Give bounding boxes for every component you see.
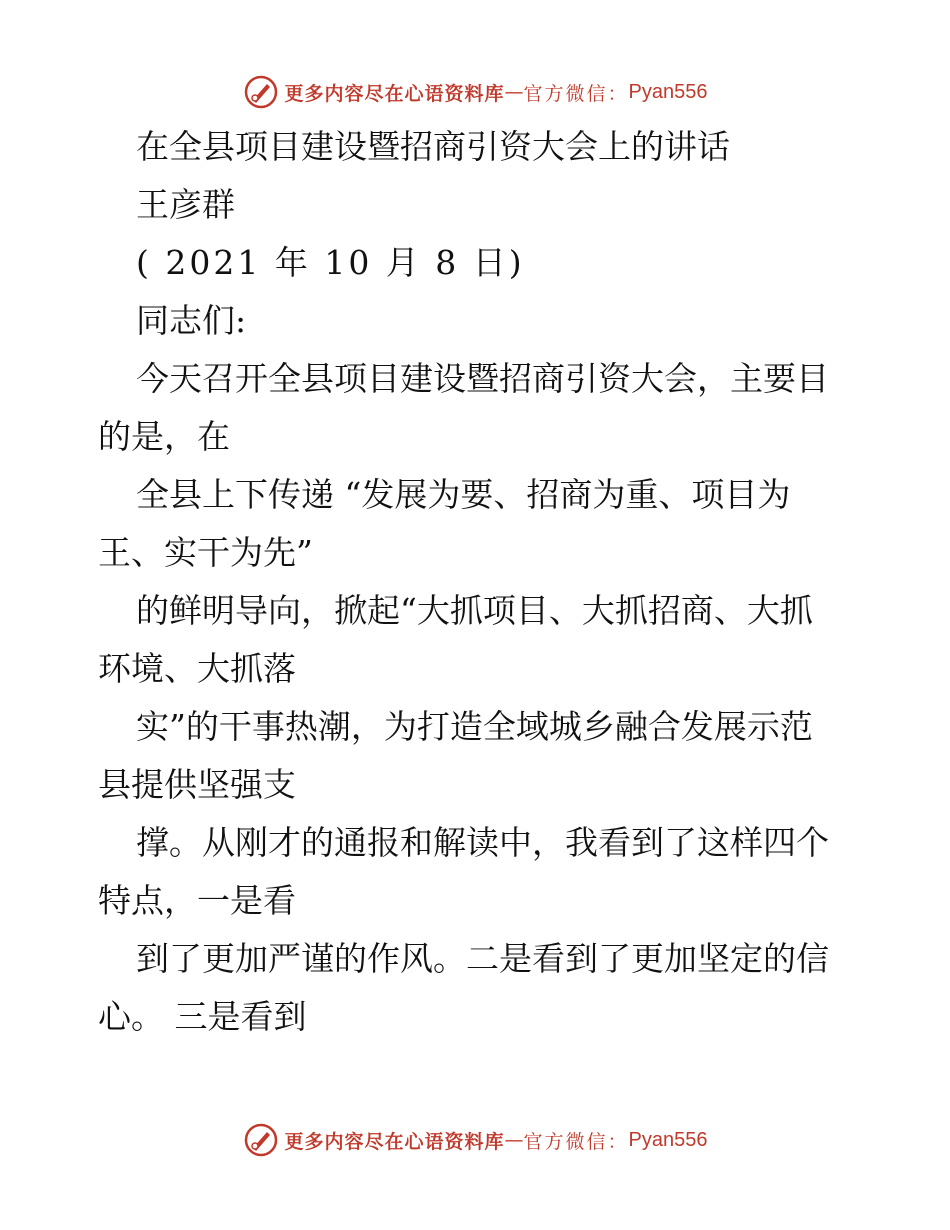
watermark-wechat-id: Pyan556	[628, 80, 708, 103]
paragraph-line: 县提供坚强支	[98, 765, 296, 804]
watermark-header	[0, 72, 950, 112]
watermark-main-text: 更多内容尽在心语资料库	[284, 1130, 505, 1153]
watermark-footer	[0, 1120, 950, 1160]
watermark-dash: —	[504, 81, 524, 103]
paragraph-line: 的是，在	[98, 417, 230, 456]
paragraph-line: 到了更加严谨的作风。二是看到了更加坚定的信	[136, 939, 829, 978]
speech-date: ( 2021 年 10 月 8 日)	[136, 243, 525, 282]
watermark-official-label: 官方微信：	[523, 82, 629, 105]
paragraph-line: 心。 三是看到	[98, 997, 307, 1036]
paragraph-line: 环境、大抓落	[98, 649, 296, 688]
paragraph-line: 撑。从刚才的通报和解读中，我看到了这样四个	[136, 823, 829, 862]
watermark-main-text: 更多内容尽在心语资料库	[284, 82, 505, 105]
pen-logo-icon	[243, 74, 279, 110]
paragraph-line: 王、实干为先”	[98, 533, 313, 572]
speaker-name: 王彦群	[136, 185, 235, 224]
paragraph-line: 特点，一是看	[98, 881, 296, 920]
document-title: 在全县项目建设暨招商引资大会上的讲话	[136, 127, 730, 166]
document-body	[98, 118, 858, 1046]
watermark-official-label: 官方微信：	[523, 1130, 629, 1153]
paragraph-line: 全县上下传递 “发展为要、招商为重、项目为	[136, 475, 791, 514]
paragraph-line: 的鲜明导向，掀起“大抓项目、大抓招商、大抓	[136, 591, 813, 630]
salutation: 同志们:	[136, 301, 247, 340]
watermark-wechat-id: Pyan556	[628, 1128, 708, 1151]
paragraph-line: 实”的干事热潮，为打造全域城乡融合发展示范	[136, 707, 813, 746]
paragraph-line: 今天召开全县项目建设暨招商引资大会，主要目	[136, 359, 829, 398]
pen-logo-icon	[243, 1122, 279, 1158]
watermark-dash: —	[504, 1129, 524, 1151]
